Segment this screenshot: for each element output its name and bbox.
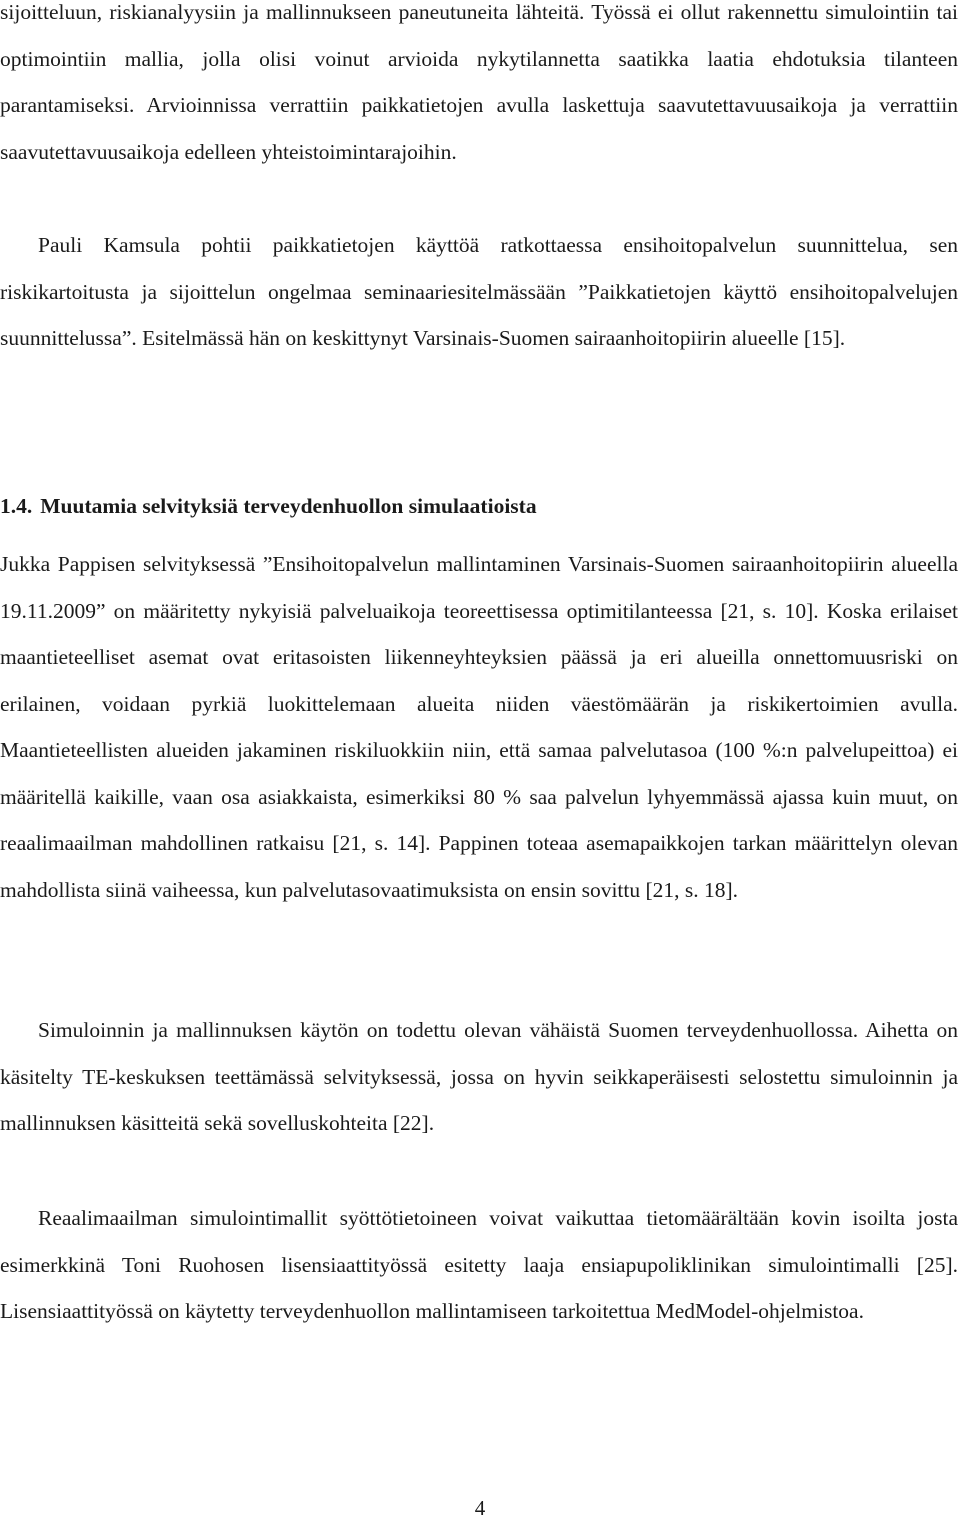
paragraph-ruohonen: Reaalimaailman simulointimallit syöttötietoineen voivat vaikuttaa tietomäärältään kovin isoilta josta esimerkkinä Toni Ruohosen lisensiaattityössä esitetty laaja ensiapupoliklinikan simulointimalli [25]. Lisensiaattityössä on käytetty terveydenhuollon mallintamiseen tarkoitettua MedModel-ohjelmistoa. — [0, 1206, 958, 1323]
paragraph-continued: sijoitteluun, riskianalyysiin ja mallinnukseen paneutuneita lähteitä. Työssä ei ollut rakennettu simulointiin tai optimointiin mallia, jolla olisi voinut arvioida nykytilannetta saatikka laatia ehdotuksia tilanteen parantamiseksi. Arvioinnissa verrattiin paikkatietojen avulla laskettuja saavutettavuusaikoja ja verrattiin saavutettavuusaikoja edelleen yhteistoimintarajoihin. — [0, 0, 958, 164]
section-title: Muutamia selvityksiä terveydenhuollon simulaatioista — [40, 494, 537, 518]
section-number: 1.4. — [0, 494, 33, 518]
page-number: 4 — [474, 1496, 486, 1520]
paragraph-simulation: Simuloinnin ja mallinnuksen käytön on todettu olevan vähäistä Suomen terveydenhuollossa. Aihetta on käsitelty TE-keskuksen teettämässä selvityksessä, jossa on hyvin seikkaperäisesti selostettu simuloinnin ja mallinnuksen käsitteitä sekä sovelluskohteita [22]. — [0, 1018, 958, 1135]
section-heading — [0, 486, 537, 526]
paragraph-kamsula: Pauli Kamsula pohtii paikkatietojen käyttöä ratkottaessa ensihoitopalvelun suunnittelua, sen riskikartoitusta ja sijoittelun ongelmaa seminaariesitelmässään ”Paikkatietojen käyttö ensihoitopalvelujen suunnittelussa”. Esitelmässä hän on keskittynyt Varsinais-Suomen sairaanhoitopiirin alueelle [15]. — [0, 233, 958, 350]
paragraph-pappinen: Jukka Pappisen selvityksessä ”Ensihoitopalvelun mallintaminen Varsinais-Suomen sairaanhoitopiirin alueella 19.11.2009” on määritetty nykyisiä palveluaikoja teoreettisessa optimitilanteessa [21, s. 10]. Koska erilaiset maantieteelliset asemat ovat eritasoisten liikenneyhteyksien päässä ja eri alueilla onnettomuusriski on erilainen, voidaan pyrkiä luokittelemaan alueita niiden väestömäärän ja riskikertoimien avulla. Maantieteellisten alueiden jakaminen riskiluokkiin niin, että samaa palvelutasoa (100 %:n palvelupeittoa) ei määritellä kaikille, vaan osa asiakkaista, esimerkiksi 80 % saa palvelun lyhyemmässä ajassa kuin muut, on reaalimaailman mahdollinen ratkaisu [21, s. 14]. Pappinen toteaa asemapaikkojen tarkan määrittelyn olevan mahdollista siinä vaiheessa, kun palvelutasovaatimuksista on ensin sovittu [21, s. 18]. — [0, 552, 958, 902]
